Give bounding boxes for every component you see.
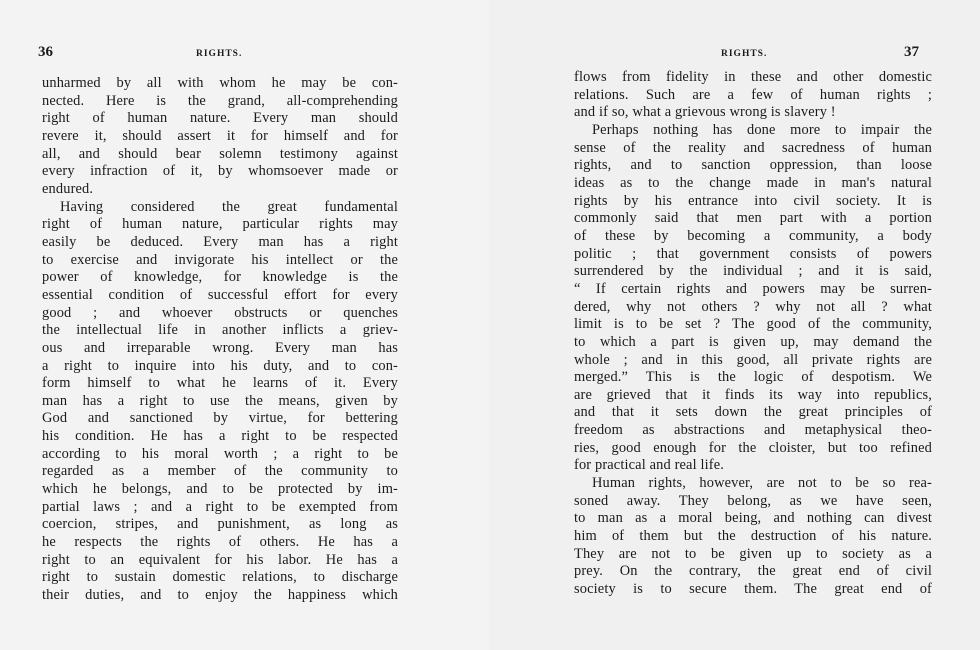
text-line: rights, and to sanction oppression, than loose — [574, 157, 932, 174]
text-line: for practical and real life. — [574, 457, 725, 474]
text-line: endured. — [42, 180, 94, 197]
text-line: form himself to what he learns of it. Every — [42, 375, 398, 392]
text-line: every infraction of it, by whomsoever made or — [42, 163, 398, 180]
text-line: the intellectual life in another inflicts a griev- — [42, 322, 398, 339]
text-line: dered, why not others ? why not all ? what — [574, 298, 932, 315]
text-line: power of knowledge, for knowledge is the — [42, 269, 398, 286]
body-text — [574, 69, 932, 599]
text-line: all, and should bear solemn testimony against — [42, 145, 398, 162]
text-line: limit is to be set ? The good of the community, — [574, 316, 932, 333]
text-line: whole ; and in this good, all private rights are — [574, 351, 932, 368]
text-line: ideas as to the change made in man's natural — [574, 174, 932, 191]
left-page — [0, 0, 489, 650]
right-page — [489, 0, 980, 650]
text-line: flows from fidelity in these and other domestic — [574, 69, 932, 85]
text-line: freedom as abstractions and metaphysical theo- — [574, 422, 932, 439]
text-line: easily be deduced. Every man has a right — [42, 233, 398, 250]
text-line: Human rights, however, are not to be so rea- — [592, 475, 932, 492]
text-line: of these by becoming a community, a body — [574, 227, 932, 244]
text-line: essential condition of successful effort for every — [42, 286, 398, 303]
text-line: society is to secure them. The great end of — [574, 581, 932, 598]
text-line: his condition. He has a right to be respected — [42, 428, 398, 445]
text-line: soned away. They belong, as we have seen, — [574, 492, 932, 509]
page-number: 37 — [904, 44, 919, 60]
text-line: him of them but the destruction of his nature. — [574, 528, 932, 545]
text-line: to which a part is given up, may demand the — [574, 333, 932, 350]
text-line: merged.” This is the logic of despotism. We — [574, 369, 932, 386]
text-line: commonly said that men part with a portion — [574, 210, 932, 227]
running-head: RIGHTS. — [721, 49, 768, 59]
text-line: man has a right to use the means, given by — [42, 392, 398, 409]
text-line: right of human nature. Every man should — [42, 110, 398, 127]
text-line: Perhaps nothing has done more to impair the — [592, 121, 932, 138]
text-line: are grieved that it finds its way into republics, — [574, 386, 932, 403]
text-line: coercion, stripes, and punishment, as long as — [42, 516, 398, 533]
text-line: and that it sets down the great principles of — [574, 404, 932, 421]
text-line: right of human nature, particular rights may — [42, 216, 398, 233]
text-line: right to sustain domestic relations, to discharge — [42, 569, 398, 586]
text-line: partial laws ; and a right to be exempted from — [42, 498, 398, 515]
text-line: relations. Such are a few of human rights ; — [574, 86, 932, 103]
text-line: according to his moral worth ; a right to be — [42, 445, 398, 462]
text-line: sense of the reality and sacredness of human — [574, 139, 932, 156]
text-line: “ If certain rights and powers may be surren- — [574, 280, 932, 297]
text-line: to man as a moral being, and nothing can divest — [574, 510, 932, 527]
text-line: ries, good enough for the cloister, but too refined — [574, 439, 932, 456]
text-line: right to an equivalent for his labor. He has a — [42, 551, 398, 568]
text-line: nected. Here is the grand, all-comprehending — [42, 92, 398, 109]
text-line: regarded as a member of the community to — [42, 463, 398, 480]
text-line: ous and irreparable wrong. Every man has — [42, 339, 398, 356]
text-line: prey. On the contrary, the great end of civil — [574, 563, 932, 580]
text-line: rights by his entrance into civil society. It is — [574, 192, 932, 209]
text-line: God and sanctioned by virtue, for bettering — [42, 410, 398, 427]
text-line: politic ; that government consists of powers — [574, 245, 932, 262]
text-line: surrendered by the individual ; and it is said, — [574, 263, 932, 280]
text-line: good ; and whoever obstructs or quenches — [42, 304, 398, 321]
text-line: he respects the rights of others. He has a — [42, 534, 398, 551]
text-line: a right to inquire into his duty, and to con- — [42, 357, 398, 374]
text-line: revere it, should assert it for himself and for — [42, 127, 398, 144]
text-line: and if so, what a grievous wrong is slavery ! — [574, 104, 836, 121]
running-head: RIGHTS. — [196, 49, 243, 59]
text-line: to exercise and invigorate his intellect or the — [42, 251, 398, 268]
page-number: 36 — [38, 44, 53, 60]
text-line: They are not to be given up to society as a — [574, 545, 932, 562]
text-line: their duties, and to enjoy the happiness which — [42, 587, 398, 604]
body-text — [42, 75, 398, 605]
text-line: unharmed by all with whom he may be con- — [42, 75, 398, 91]
text-line: Having considered the great fundamental — [60, 198, 398, 215]
text-line: which he belongs, and to be protected by im- — [42, 481, 398, 498]
